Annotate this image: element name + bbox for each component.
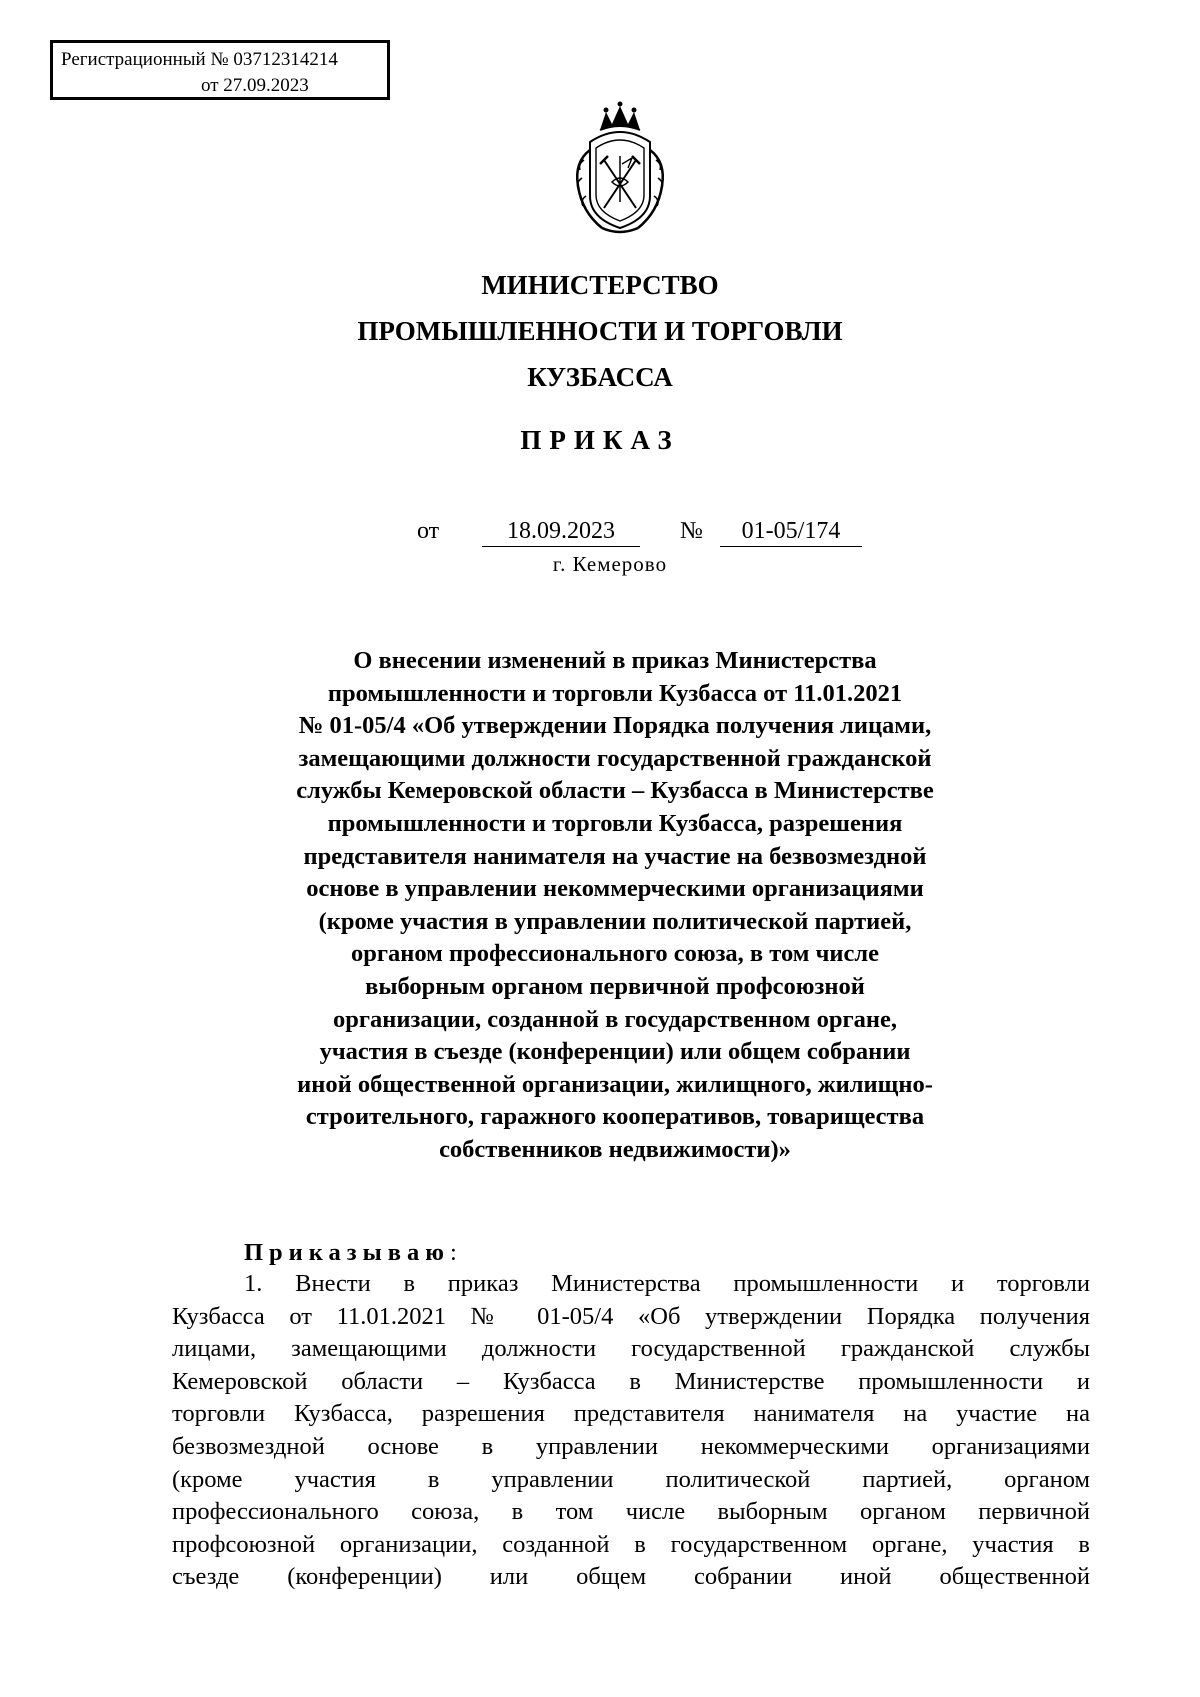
order-directive-word: Приказываю: [244, 1239, 450, 1266]
title-line: организации, созданной в государственном органе,: [333, 1005, 897, 1033]
title-line: промышленности и торговли Кузбасса от 11.01.2021: [327, 679, 903, 707]
registration-stamp: [50, 40, 390, 100]
kuzbass-coat-of-arms-icon: [560, 100, 680, 240]
title-line: иной общественной организации, жилищного, жилищно-: [297, 1070, 933, 1098]
title-line: О внесении изменений в приказ Министерства: [353, 647, 877, 674]
ministry-line: МИНИСТЕРСТВО: [481, 270, 719, 300]
order-number-sign: №: [680, 518, 703, 544]
order-city: г. Кемерово: [552, 552, 668, 576]
body-line: безвозмездной основе в управлении некоммерческими организациями: [172, 1432, 1090, 1460]
body-line: лицами, замещающими должности государственной гражданской службы: [172, 1335, 1090, 1363]
body-line: 1. Внести в приказ Министерства промышленности и торговли: [244, 1270, 1090, 1297]
title-line: № 01-05/4 «Об утверждении Порядка получения лицами,: [298, 712, 932, 740]
title-line: основе в управлении некоммерческими организациями: [306, 875, 924, 903]
ministry-name: [0, 262, 1200, 400]
title-line: службы Кемеровской области – Кузбасса в Министерстве: [296, 777, 934, 805]
body-line: съезде (конференции) или общем собрании иной общественной: [172, 1563, 1090, 1591]
title-line: участия в съезде (конференции) или общем собрании: [319, 1038, 911, 1066]
title-line: представителя нанимателя на участие на безвозмездной: [303, 842, 927, 870]
body-line: Кузбасса от 11.01.2021 № 01-05/4 «Об утверждении Порядка получения: [172, 1302, 1090, 1330]
ministry-line: КУЗБАССА: [527, 362, 673, 392]
registration-number: Регистрационный № 03712314214: [61, 49, 338, 70]
body-line: (кроме участия в управлении политической партией, органом: [172, 1465, 1090, 1493]
order-number: 01-05/174: [720, 516, 862, 547]
registration-date: от 27.09.2023: [201, 75, 309, 96]
ministry-line: ПРОМЫШЛЕННОСТИ И ТОРГОВЛИ: [357, 316, 843, 346]
title-line: промышленности и торговли Кузбасса, разрешения: [327, 809, 903, 837]
title-line: собственников недвижимости)»: [439, 1135, 791, 1163]
order-directive-label: [244, 1239, 457, 1267]
document-type-heading: ПРИКАЗ: [520, 425, 680, 455]
title-line: строительного, гаражного кооперативов, товарищества: [305, 1103, 925, 1131]
order-directive-colon: :: [449, 1239, 457, 1266]
order-body-paragraph: [172, 1268, 1090, 1594]
title-line: органом профессионального союза, в том числе: [350, 940, 880, 968]
title-line: (кроме участия в управлении политической партией,: [318, 907, 912, 935]
body-line: Кемеровской области – Кузбасса в Министерстве промышленности и: [172, 1367, 1090, 1395]
body-line: профсоюзной организации, созданной в государственном органе, участия в: [172, 1530, 1090, 1558]
order-date-label: от: [417, 518, 440, 544]
order-date: 18.09.2023: [482, 516, 640, 547]
body-line: торговли Кузбасса, разрешения представителя нанимателя на участие на: [172, 1400, 1090, 1428]
title-line: выборным органом первичной профсоюзной: [365, 972, 865, 1000]
order-title: [230, 645, 1000, 1167]
body-line: профессионального союза, в том числе выборным органом первичной: [172, 1498, 1090, 1526]
title-line: замещающими должности государственной гражданской: [298, 744, 932, 772]
